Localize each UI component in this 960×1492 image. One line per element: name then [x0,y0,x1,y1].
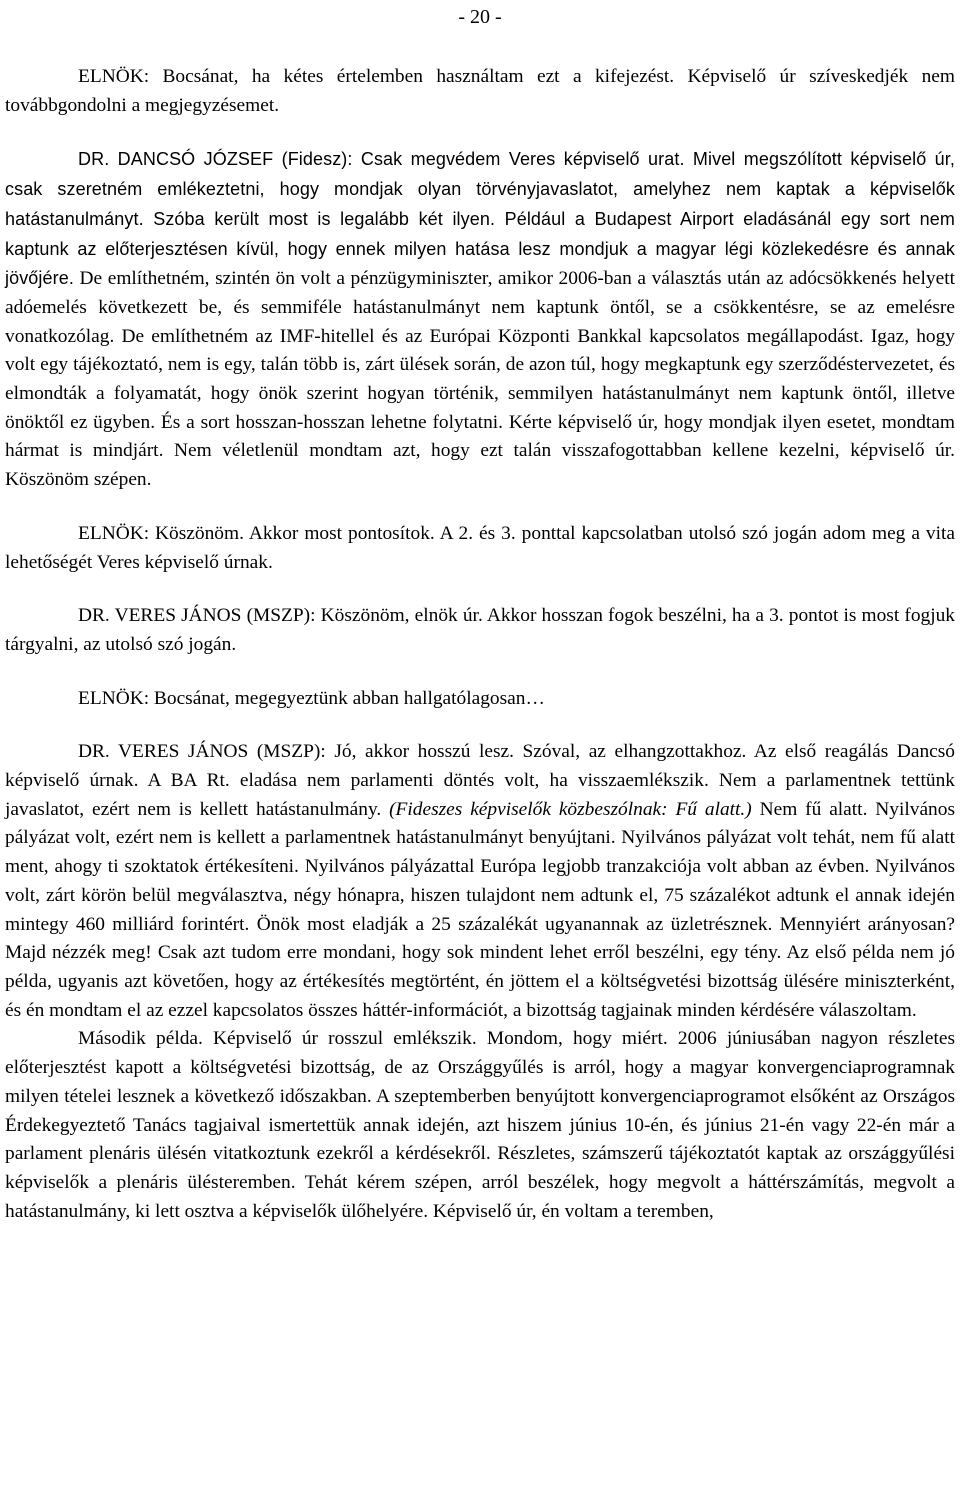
paragraph-veres-2-part2: Nem fű alatt. Nyilvános pályázat volt, ezért nem is kellett a parlamentnek hatástanulmányt benyújtani. Nyilvános pályázat volt tehát, nem fű alatt ment, ahogy ti szoktatok értékesíteni. Nyilvános pályázattal Európa legjobb tranzakciója volt abban az évben. Nyilvános volt, zárt körön belül megválasztva, négy hónapra, hiszen tulajdont nem adtunk el, 75 százalékot adtunk el annak idején mintegy 460 milliárd forintért. Önök most eladják a 25 százalékát ugyanannak az üzletrésznek. Mennyiért arányosan? Majd nézzék meg! Csak azt tudom erre mondani, hogy sok mindent lehet erről beszélni, egy tény. Az első példa nem jó példa, ugyanis azt követően, hogy az értékesítés megtörtént, én jöttem el a költségvetési bizottság ülésére miniszterként, és én mondtam el az ezzel kapcsolatos összes háttér-információt, a bizottság tagjainak minden kérdésére válaszoltam. [5,798,955,1021]
interjection-note: (Fideszes képviselők közbeszólnak: Fű alatt.) [389,798,752,820]
paragraph-veres-1: DR. VERES JÁNOS (MSZP): Köszönöm, elnök úr. Akkor hosszan fogok beszélni, ha a 3. pontot is most fogjuk tárgyalni, az utolsó szó jogán. [5,605,955,655]
transcript-body [5,63,955,1226]
paragraph-veres-2-part1: DR. VERES JÁNOS (MSZP): Jó, akkor hosszú lesz. Szóval, az elhangzottakhoz. Az első reagálás Dancsó képviselő úrnak. A BA Rt. eladása nem parlamenti döntés volt, ha visszaemlékszik. Nem a parlamentnek tettünk javaslatot, ezért nem is kellett hatástanulmány. [5,741,955,820]
paragraph-elnok-3: ELNÖK: Bocsánat, megegyeztünk abban hallgatólagosan… [78,687,545,709]
paragraph-dancso-part2: De említhetném, szintén ön volt a pénzügyminiszter, amikor 2006-ban a választás után az adócsökkenés helyett adóemelés következett be, és semmiféle hatástanulmányt nem kaptunk öntől, se a csökkentésre, se az emelésre vonatkozólag. De említhetném az IMF-hitellel és az Európai Központi Bankkal kapcsolatos megállapodást. Igaz, hogy volt egy tájékoztató, nem is egy, talán több is, zárt ülések során, de azon túl, hogy megkaptunk egy szerződéstervezetet, és elmondták a folyamatát, hogy önök szerint hogyan történik, semmilyen hatástanulmányt nem kaptunk öntől, illetve önöktől ez ügyben. És a sort hosszan-hosszan lehetne folytatni. Kérte képviselő úr, hogy mondjak ilyen esetet, mondtam hármat is mindjárt. Nem véletlenül mondtam azt, hogy ezt talán visszafogottabban kellene kezelni, képviselő úr. Köszönöm szépen. [5,268,955,491]
page-number: - 20 - [458,6,502,28]
paragraph-dancso-part1: DR. DANCSÓ JÓZSEF (Fidesz): Csak megvédem Veres képviselő urat. Mivel megszólított képviselő úr, csak szeretném emlékeztetni, hogy mondjak olyan törvényjavaslatot, amelyhez nem kaptak a képviselők hatástanulmányt. Szóba került most is legalább két ilyen. Például a Budapest Airport eladásánál egy sort nem kaptunk az előterjesztésen kívül, hogy ennek milyen hatása lesz mondjuk a magyar légi közlekedésre és annak jövőjére. [5,149,955,289]
paragraph-dancso [5,145,955,494]
paragraph-elnok-1: ELNÖK: Bocsánat, ha kétes értelemben használtam ezt a kifejezést. Képviselő úr szíveskedjék nem továbbgondolni a megjegyzésemet. [5,66,955,116]
paragraph-veres-2 [5,738,955,1025]
paragraph-veres-3: Második példa. Képviselő úr rosszul emlékszik. Mondom, hogy miért. 2006 júniusában nagyon részletes előterjesztést kapott a költségvetési bizottság, de az Országgyűlés is arról, hogy a magyar konvergenciaprogramnak milyen tételei lesznek a következő időszakban. A szeptemberben benyújtott konvergenciaprogramot elsőként az Országos Érdekegyeztető Tanács tagjaival ismertettük annak idején, azt hiszem június 10-én, és június 21-én vagy 22-én már a parlament plenáris ülésén vitatkoztunk ezekről a kérdésekről. Részletes, számszerű tájékoztatót kaptak az országgyűlési képviselők a plenáris ülésteremben. Tehát kérem szépen, arról beszélek, hogy megvolt a háttérszámítás, megvolt a hatástanulmány, ki lett osztva a képviselők ülőhelyére. Képviselő úr, én voltam a teremben, [5,1028,955,1222]
paragraph-elnok-2: ELNÖK: Köszönöm. Akkor most pontosítok. A 2. és 3. ponttal kapcsolatban utolsó szó jogán adom meg a vita lehetőségét Veres képviselő úrnak. [5,522,955,573]
